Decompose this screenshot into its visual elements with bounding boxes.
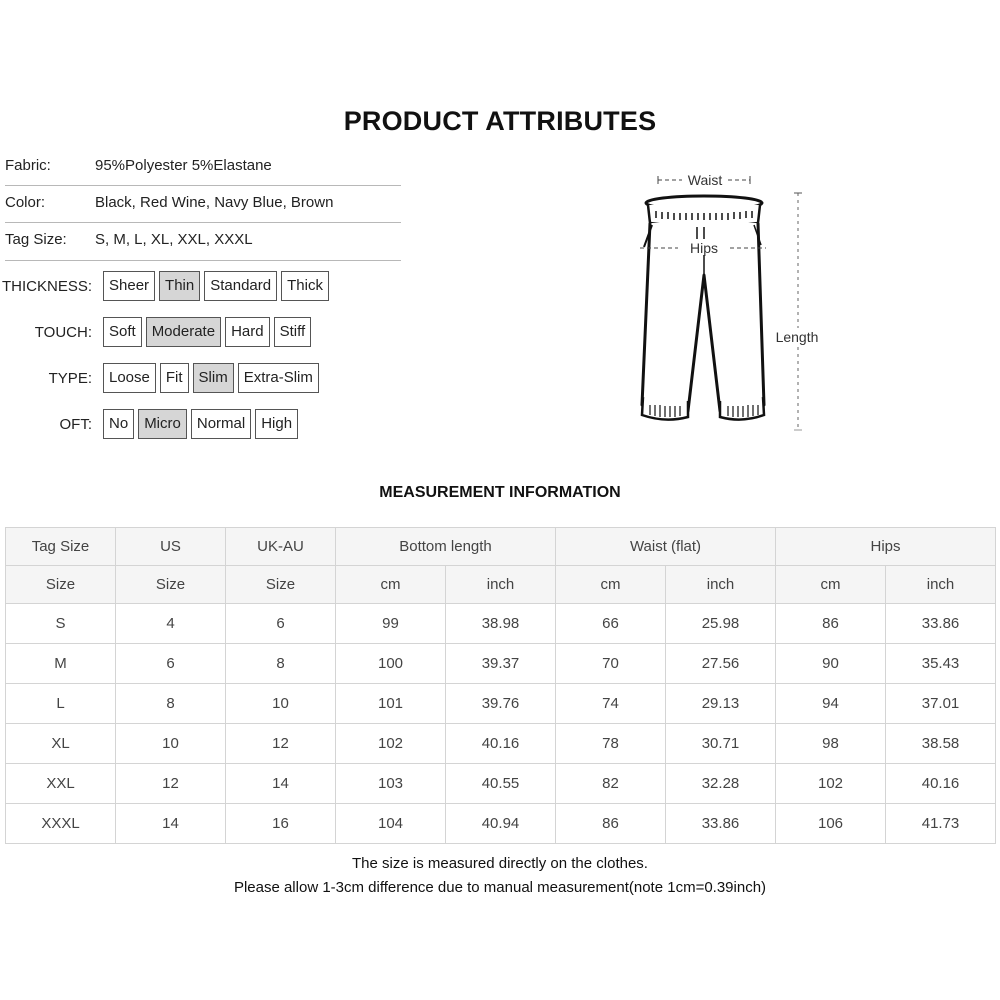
- cell: 40.16: [446, 724, 556, 764]
- cell: XXXL: [6, 804, 116, 844]
- cell: 66: [556, 604, 666, 644]
- note-measurement-tolerance: Please allow 1-3cm difference due to manual measurement(note 1cm=0.39inch): [233, 879, 767, 896]
- option-thin-selected: Thin: [159, 271, 200, 301]
- table-row: [6, 604, 996, 644]
- option-normal: Normal: [191, 409, 251, 439]
- option-thick: Thick: [281, 271, 329, 301]
- size-chart-table: [5, 527, 996, 844]
- cell: 98: [776, 724, 886, 764]
- cell: 90: [776, 644, 886, 684]
- info-value: 95%Polyester 5%Elastane: [95, 157, 272, 174]
- note-measured-on-clothes: The size is measured directly on the clothes.: [352, 855, 648, 872]
- table-row: [6, 764, 996, 804]
- attribute-type: [0, 363, 319, 393]
- subheader-cell: inch: [886, 566, 996, 604]
- info-row-color: [5, 186, 401, 223]
- attribute-label: THICKNESS:: [1, 277, 92, 295]
- cell: 74: [556, 684, 666, 724]
- option-extra-slim: Extra-Slim: [238, 363, 319, 393]
- length-label: Length: [775, 329, 819, 345]
- subheader-cell: cm: [336, 566, 446, 604]
- option-soft: Soft: [103, 317, 142, 347]
- measurement-title: MEASUREMENT INFORMATION: [379, 484, 621, 501]
- waist-label: Waist: [687, 172, 723, 188]
- cell: 8: [116, 684, 226, 724]
- subheader-cell: cm: [556, 566, 666, 604]
- table-row: [6, 644, 996, 684]
- info-label: Tag Size:: [5, 231, 67, 248]
- option-slim-selected: Slim: [193, 363, 234, 393]
- attribute-touch: [0, 317, 311, 347]
- cell: 38.98: [446, 604, 556, 644]
- table-group-header-row: [6, 528, 996, 566]
- cell: 38.58: [886, 724, 996, 764]
- header-waist: Waist (flat): [556, 528, 776, 566]
- cell: M: [6, 644, 116, 684]
- cell: 103: [336, 764, 446, 804]
- cell: 25.98: [666, 604, 776, 644]
- cell: 102: [776, 764, 886, 804]
- pants-icon: [630, 165, 830, 440]
- subheader-cell: Size: [116, 566, 226, 604]
- attribute-label: TYPE:: [48, 369, 92, 387]
- cell: 70: [556, 644, 666, 684]
- cell: 4: [116, 604, 226, 644]
- option-loose: Loose: [103, 363, 156, 393]
- cell: 101: [336, 684, 446, 724]
- info-value: S, M, L, XL, XXL, XXXL: [95, 231, 253, 248]
- cell: 12: [226, 724, 336, 764]
- cell: 32.28: [666, 764, 776, 804]
- cell: XXL: [6, 764, 116, 804]
- cell: 6: [116, 644, 226, 684]
- table-row: [6, 684, 996, 724]
- header-uk-au: UK-AU: [226, 528, 336, 566]
- option-micro-selected: Micro: [138, 409, 187, 439]
- pants-measurement-diagram: [630, 165, 830, 440]
- cell: 41.73: [886, 804, 996, 844]
- header-tag-size: Tag Size: [6, 528, 116, 566]
- cell: 6: [226, 604, 336, 644]
- page-title: PRODUCT ATTRIBUTES: [343, 106, 657, 136]
- cell: 14: [226, 764, 336, 804]
- cell: 30.71: [666, 724, 776, 764]
- cell: 40.16: [886, 764, 996, 804]
- attribute-thickness: [0, 271, 329, 301]
- subheader-cell: inch: [446, 566, 556, 604]
- info-row-tag-size: [5, 223, 401, 261]
- cell: 8: [226, 644, 336, 684]
- attribute-label: TOUCH:: [34, 323, 92, 341]
- option-no: No: [103, 409, 134, 439]
- cell: 14: [116, 804, 226, 844]
- cell: 99: [336, 604, 446, 644]
- table-row: [6, 804, 996, 844]
- subheader-cell: Size: [226, 566, 336, 604]
- cell: 86: [776, 604, 886, 644]
- cell: XL: [6, 724, 116, 764]
- cell: 12: [116, 764, 226, 804]
- cell: 27.56: [666, 644, 776, 684]
- option-moderate-selected: Moderate: [146, 317, 221, 347]
- cell: 33.86: [886, 604, 996, 644]
- subheader-cell: Size: [6, 566, 116, 604]
- cell: 78: [556, 724, 666, 764]
- cell: 86: [556, 804, 666, 844]
- cell: 39.37: [446, 644, 556, 684]
- cell: 40.94: [446, 804, 556, 844]
- option-sheer: Sheer: [103, 271, 155, 301]
- cell: 33.86: [666, 804, 776, 844]
- cell: 10: [116, 724, 226, 764]
- info-label: Color:: [5, 194, 46, 211]
- cell: 102: [336, 724, 446, 764]
- cell: 100: [336, 644, 446, 684]
- cell: 40.55: [446, 764, 556, 804]
- option-fit: Fit: [160, 363, 189, 393]
- cell: 16: [226, 804, 336, 844]
- option-high: High: [255, 409, 298, 439]
- info-row-fabric: [5, 149, 401, 186]
- attribute-oft: [0, 409, 298, 439]
- attribute-label: OFT:: [59, 415, 92, 433]
- cell: 104: [336, 804, 446, 844]
- info-value: Black, Red Wine, Navy Blue, Brown: [95, 194, 334, 211]
- table-sub-header-row: [6, 566, 996, 604]
- option-stiff: Stiff: [274, 317, 312, 347]
- table-row: [6, 724, 996, 764]
- cell: 29.13: [666, 684, 776, 724]
- cell: L: [6, 684, 116, 724]
- header-us: US: [116, 528, 226, 566]
- cell: 94: [776, 684, 886, 724]
- option-standard: Standard: [204, 271, 277, 301]
- option-hard: Hard: [225, 317, 270, 347]
- cell: 10: [226, 684, 336, 724]
- cell: 106: [776, 804, 886, 844]
- subheader-cell: cm: [776, 566, 886, 604]
- hips-label: Hips: [689, 240, 719, 256]
- cell: S: [6, 604, 116, 644]
- header-hips: Hips: [776, 528, 996, 566]
- cell: 37.01: [886, 684, 996, 724]
- cell: 39.76: [446, 684, 556, 724]
- header-bottom-length: Bottom length: [336, 528, 556, 566]
- cell: 82: [556, 764, 666, 804]
- info-label: Fabric:: [5, 157, 51, 174]
- subheader-cell: inch: [666, 566, 776, 604]
- cell: 35.43: [886, 644, 996, 684]
